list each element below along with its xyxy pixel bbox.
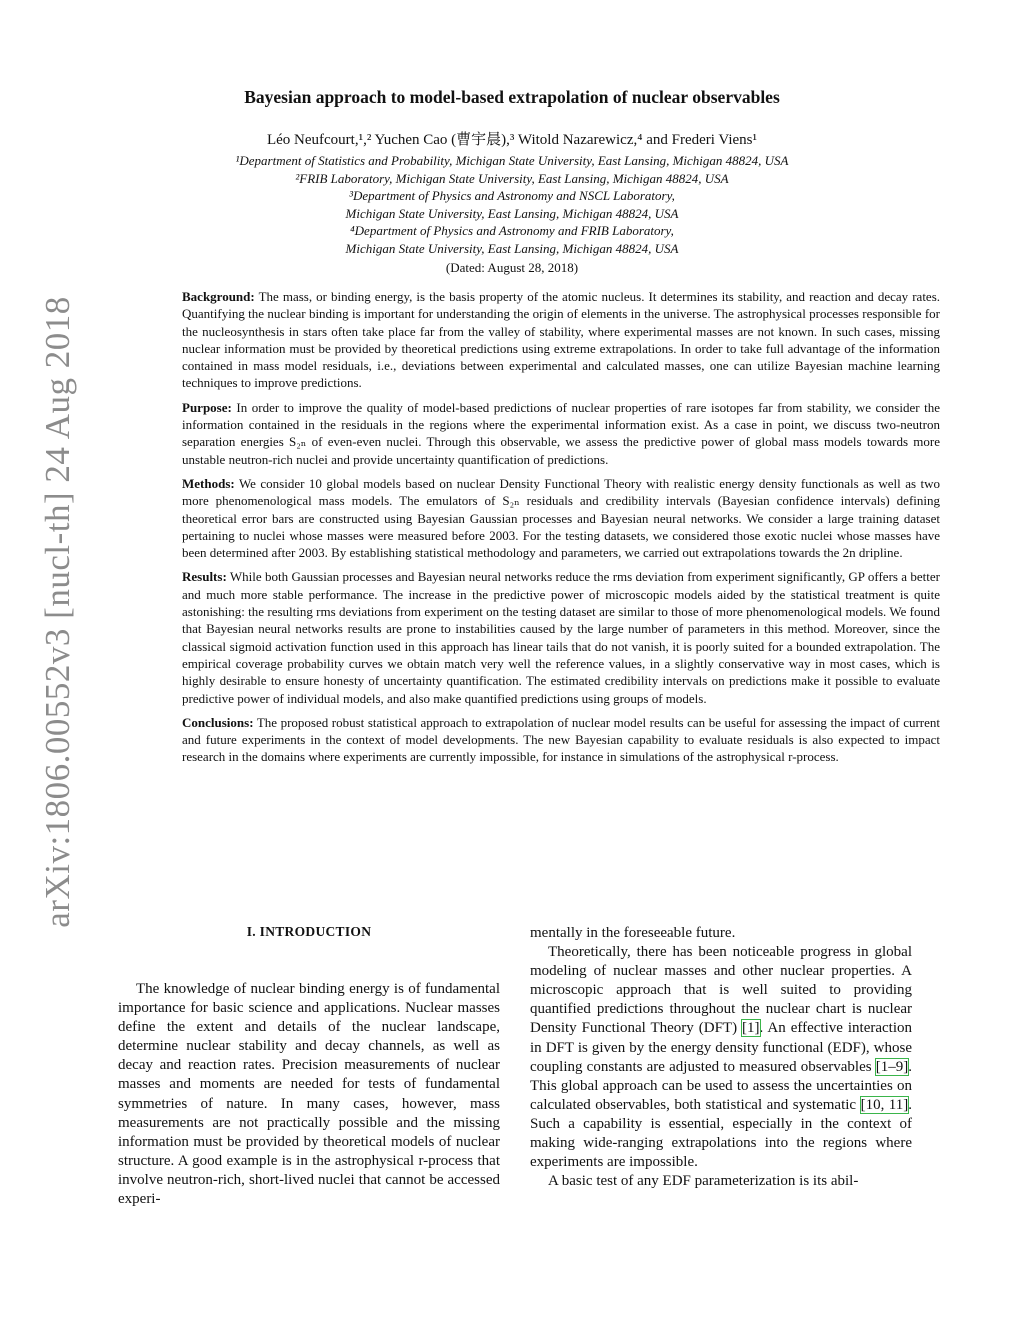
abstract-label: Conclusions: — [182, 714, 254, 730]
intro-paragraph: The knowledge of nuclear binding energy is of fundamental importance for basic science and applications. Nuclear masses define the extent and details of the nuclear landscape, determine nuclear stability and decay channels, as well as decay and reaction rates. Precision measurements of nuclear masses and moments are needed for tests of fundamental symmetries of nature. In many cases, however, mass measurements are not practically possible and the missing information must be provided by theoretical models of nuclear structure. A good example is in the astrophysical r-process that involve neutron-rich, short-lived nuclei that cannot be accessed experi- — [118, 981, 500, 1208]
affiliation-line: ²FRIB Laboratory, Michigan State University, East Lansing, Michigan 48824, USA — [295, 170, 729, 186]
paragraph-text: Theoretically, there has been noticeable progress in global modeling of nuclear masses and other nuclear properties. A microscopic approach that is well suited to providing quantified predictions throughout the nuclear chart is nuclear Density Functional Theory (DFT) — [530, 944, 912, 1037]
continued-paragraph: mentally in the foreseeable future. — [530, 925, 736, 941]
affiliation-line: ³Department of Physics and Astronomy and NSCL Laboratory, — [349, 188, 675, 203]
abstract-text: We consider 10 global models based on nuclear Density Functional Theory with realistic energy density functionals as well as two more phenomenological mass models. The emulators of S₂ₙ residuals and credibility intervals (Bayesian confidence intervals) defining theoretical error bars are constructed using Bayesian Gaussian processes and Bayesian neural networks. We consider a large training dataset pertaining to nuclei whose masses were measured before 2003. For the testing datasets, we considered those exotic nuclei whose masses have been determined after 2003. By establishing statistical methodology and parameters, we carried out extrapolations towards the 2n dripline. — [182, 475, 940, 561]
affiliation-line: ¹Department of Statistics and Probability, Michigan State University, East Lansing, Michigan 48824, USA — [235, 153, 789, 168]
abstract-label: Results: — [182, 569, 227, 585]
citation-link[interactable]: [1–9] — [875, 1058, 909, 1075]
abstract-purpose — [182, 399, 940, 468]
abstract-label: Background: — [182, 289, 255, 304]
affiliations — [0, 152, 1024, 257]
date-line: (Dated: August 28, 2018) — [445, 260, 579, 275]
paper-title: Bayesian approach to model-based extrapolation of nuclear observables — [244, 87, 780, 107]
abstract-label: Methods: — [182, 475, 235, 491]
left-column — [118, 980, 500, 1209]
dft-paragraph — [530, 943, 912, 1172]
abstract — [182, 288, 940, 773]
paragraph-text: . Such a capability is essential, especially in the context of making wide-ranging extrapolations into the regions where experiments are impossible. — [530, 1096, 912, 1171]
edf-paragraph: A basic test of any EDF parameterization is its abil- — [548, 1173, 859, 1190]
paragraph-text: . An effective interaction in DFT is given by the energy density functional (EDF), whose coupling constants are adjusted to measured observables — [530, 1020, 913, 1075]
affiliation-line: ⁴Department of Physics and Astronomy and FRIB Laboratory, — [350, 223, 674, 238]
abstract-text: The proposed robust statistical approach to extrapolation of nuclear model results can be useful for assessing the impact of current and future experiments in the context of model developments. The new Bayesian capability to evaluate residuals is also expected to impact research in the domains where experiments are currently impossible, for instance in simulations of the astrophysical r-process. — [182, 714, 941, 765]
citation-link[interactable]: [10, 11] — [860, 1096, 909, 1113]
affiliation-line: Michigan State University, East Lansing, Michigan 48824, USA — [345, 205, 679, 221]
abstract-conclusions — [182, 714, 940, 766]
abstract-text: In order to improve the quality of model-based predictions of nuclear properties of rare isotopes far from stability, we consider the information contained in the residuals in the regions where the experimental information exist. As a case in point, we discuss two-neutron separation energies S₂ₙ of even-even nuclei. Through this observable, we assess the predictive power of global mass models towards more unstable neutron-rich nuclei and provide uncertainty quantification of predictions. — [182, 399, 941, 467]
author-list: Léo Neufcourt,¹,² Yuchen Cao (曹宇晨),³ Witold Nazarewicz,⁴ and Frederi Viens¹ — [266, 132, 758, 148]
paragraph-text: . This global approach can be used to assess the uncertainties on calculated observables, both statistical and systematic — [530, 1058, 912, 1113]
abstract-label: Purpose: — [182, 399, 232, 415]
abstract-text: While both Gaussian processes and Bayesian neural networks reduce the rms deviation from experiment significantly, GP offers a better and much more stable performance. The increase in the predictive power of microscopic models aided by the statistical treatment is quite astonishing: the resulting rms deviations from experiment on the testing dataset are similar to those of more phenomenological models. We found that Bayesian neural networks results are prone to instabilities caused by the large number of parameters in this method. Moreover, since the classical sigmoid activation function used in this approach has linear tails that do not vanish, it is poorly suited for a bounded extrapolation. The empirical coverage probability curves we obtain match very well the reference values, in a slightly conservative way in most cases, which is highly desirable to ensure honesty of uncertainty quantification. The estimated credibility intervals on predictions make it possible to evaluate predictive power of individual models, and also make quantified predictions using groups of models. — [182, 569, 940, 706]
abstract-results — [182, 568, 940, 706]
section-heading-introduction: I. INTRODUCTION — [246, 924, 372, 939]
citation-link[interactable]: [1] — [742, 1020, 760, 1037]
abstract-background — [182, 288, 940, 392]
arxiv-identifier: arXiv:1806.00552v3 [nucl-th] 24 Aug 2018 — [38, 296, 77, 928]
abstract-text: The mass, or binding energy, is the basis property of the atomic nucleus. It determines its stability, and reaction and decay rates. Quantifying the nuclear binding is important for understanding the origin of elements in the universe. The astrophysical processes responsible for the nucleosynthesis in stars often take place far from the valley of stability, where experimental masses are not known. In such cases, missing nuclear information must be provided by theoretical predictions using extreme extrapolations. In order to take full advantage of the information contained in mass model residuals, i.e., deviations between experimental and calculated masses, one can utilize Bayesian machine learning techniques to improve predictions. — [182, 289, 941, 391]
abstract-methods — [182, 475, 940, 561]
right-column — [530, 924, 912, 1191]
affiliation-line: Michigan State University, East Lansing, Michigan 48824, USA — [345, 240, 679, 256]
